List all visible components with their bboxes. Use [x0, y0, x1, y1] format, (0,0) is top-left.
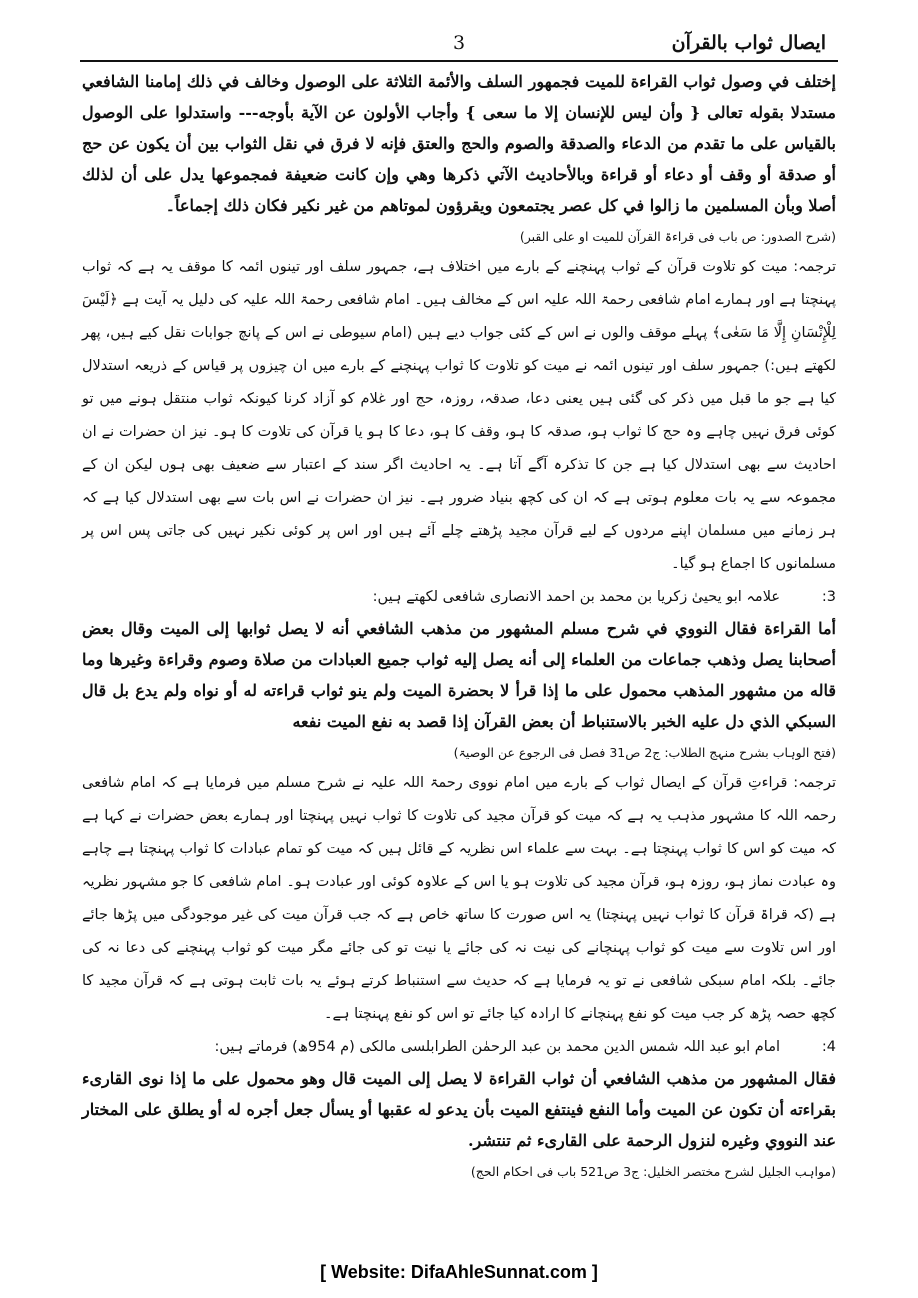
reference-citation: (شرح الصدور: ص باب فی قراءۃ القرآن للمیت او علی القبر) — [519, 229, 836, 244]
reference-citation: (مواہب الجلیل لشرح مختصر الخلیل: ج3 ص521 باب فی احکام الحج) — [470, 1164, 836, 1179]
running-title: ایصال ثواب بالقرآن — [671, 32, 826, 54]
item-number: 4: — [821, 1039, 836, 1055]
item-number: 3: — [821, 589, 836, 605]
page-header — [80, 30, 838, 58]
numbered-item-3 — [82, 581, 836, 613]
header-divider — [80, 60, 838, 62]
urdu-translation: ترجمہ: قراءتِ قرآن کے ایصال ثواب کے بارے میں امام نووی رحمۃ اللہ علیہ نے شرح مسلم میں فرمایا ہے کہ امام شافعی رحمہ اللہ کا مشہور مذہب یہ ہے کہ میت کو قرآن مجید کی تلاوت کا ثواب نہیں پہنچتا اور ہمارے بعض حضرات نے کہا ہے کہ میت کو اس کا ثواب پہنچتا ہے۔ بہت سے علماء اس نظریہ کے قائل ہیں کہ میت کو تمام عبادات کا ثواب پہنچتا ہے چاہے وہ عبادت نماز ہو، روزہ ہو، قرآن مجید کی تلاوت ہو یا اس کے علاوہ کوئی اور عبادت ہو۔ امام شافعی کا جو مشہور نظریہ ہے (کہ قراۃ قرآن کا ثواب نہیں پہنچتا) یہ اس صورت کا ساتھ خاص ہے کہ جب قرآن میت کی غیر موجودگی میں پڑھا جائے اور اس تلاوت سے میت کو ثواب پہنچانے کی نیت نہ کی جائے یا نیت تو کی جائے مگر میت کو ثواب پہنچنے کی دعا نہ کی جائے۔ بلکہ امام سبکی شافعی نے تو یہ فرمایا ہے کہ حدیث سے استنباط کرتے ہوئے یہ بات ثابت ہوتی ہے کہ قرآن مجید کا کچھ حصہ پڑھ کر جب میت کو نفع پہنچانے کا ارادہ کیا جائے تو اس کو نفع پہنچتا ہے۔ — [82, 775, 836, 1022]
website-footer: [ Website: DifaAhleSunnat.com ] — [320, 1262, 598, 1282]
item-heading: علامہ ابو یحییٰ زکریا بن محمد بن احمد الانصاری شافعی لکھتے ہیں: — [372, 589, 780, 605]
item-heading: امام ابو عبد اللہ شمس الدین محمد بن عبد الرحمٰن الطرابلسی مالکی (م 954ھ) فرماتے ہیں: — [214, 1039, 780, 1055]
numbered-item-4 — [82, 1031, 836, 1063]
arabic-quote-fath-al-wahhab: أما القراءة فقال النووي في شرح مسلم المشهور من مذهب الشافعي أنه لا يصل ثوابها إلى الميت وقال بعض أصحابنا يصل وذهب جماعات من العلماء إلى أنه يصل إليه ثواب جميع العبادات من صلاة وصوم وقراءة وغيرها وما قاله من مشهور المذهب محمول على ما إذا قرأ لا بحضرة الميت ولم ينو ثواب قراءته له أو نواه ولم يدع بل قال السبكي الذي دل عليه الخبر بالاستنباط أن بعض القرآن إذا قصد به نفع الميت نفعه — [82, 619, 837, 731]
page-number: 3 — [452, 32, 466, 54]
reference-citation: (فتح الوہاب بشرح منہج الطلاب: ج2 ص31 فصل فی الرجوع عن الوصیۃ) — [453, 745, 836, 760]
arabic-quote-sharh-al-sudur: إختلف في وصول ثواب القراءة للميت فجمهور السلف والأئمة الثلاثة على الوصول وخالف في ذلك إمامنا الشافعي مستدلا بقوله تعالى { وأن ليس للإنسان إلا ما سعى } وأجاب الأولون عن الآية بأوجه--- واستدلوا على الوصول بالقياس على ما تقدم من الدعاء والصدقة والصوم والحج والعتق فإنه لا فرق في نقل الثواب بين أن يكون عن حج أو صدقة أو وقف أو دعاء أو قراءة وبالأحاديث الآتي ذكرها وهي وإن كانت ضعيفة فمجموعها يدل على أن لذلك أصلا وبأن المسلمين ما زالوا في كل عصر يجتمعون ويقرؤون لموتاهم من غير نكير فكان ذلك إجماعاً۔ — [82, 72, 837, 215]
page-body — [82, 66, 836, 1186]
urdu-translation: ترجمہ: میت کو تلاوت قرآن کے ثواب پہنچنے کے بارے میں اختلاف ہے، جمہور سلف اور تینوں ائمہ کا موقف یہ ہے کہ ثواب پہنچتا ہے اور ہمارے امام شافعی رحمۃ اللہ علیہ اس کے مخالف ہیں۔ امام شافعی رحمۃ اللہ علیہ کی دلیل یہ آیت ہے ﴿لَيْسَ لِلْإِنْسَانِ إِلَّا مَا سَعٰى﴾ پہلے موقف والوں نے اس کے کئی جواب دیے ہیں (امام سیوطی نے اس کے پانچ جوابات نقل کیے ہیں، پھر لکھتے ہیں:) جمہور سلف اور تینوں ائمہ نے میت کو تلاوت کا ثواب پہنچنے کے بارے میں ان چیزوں پر قیاس کے ذریعہ استدلال کیا ہے جو ما قبل میں ذکر کی گئی ہیں یعنی دعا، صدقہ، روزہ، حج اور غلام کو آزاد کرنا کیونکہ ثواب منتقل ہونے میں تو کوئی فرق نہیں چاہے وہ حج کا ثواب ہو، صدقہ کا ہو، وقف کا ہو، دعا کا ہو یا قرآن کی تلاوت کا ہو۔ نیز ان حضرات نے ان احادیث سے بھی استدلال کیا ہے جن کا تذکرہ آگے آتا ہے۔ یہ احادیث اگر سند کے اعتبار سے ضعیف بھی ہوں لیکن ان کے مجموعہ سے یہ بات معلوم ہوتی ہے کہ ان کی کچھ بنیاد ضرور ہے۔ نیز ان حضرات نے اس بات سے بھی استدلال کیا ہے کہ ہر زمانے میں مسلمان اپنے مردوں کے لیے قرآن مجید پڑھتے چلے آئے ہیں اور اس پر کوئی نکیر نہیں کی جاتی پس اس پر مسلمانوں کا اجماع ہو گیا۔ — [82, 259, 836, 572]
arabic-quote-mawahib-al-jalil: فقال المشهور من مذهب الشافعي أن ثواب القراءة لا يصل إلى الميت قال وهو محمول على ما إذا نوى القارىء بقراءته أن تكون عن الميت وأما النفع فينتفع الميت بأن يدعو له عقبها أو يسأل جعل أجره له أو يطلق على المختار عند النووي وغيره لنزول الرحمة على القارىء ثم تنتشر. — [82, 1069, 836, 1150]
